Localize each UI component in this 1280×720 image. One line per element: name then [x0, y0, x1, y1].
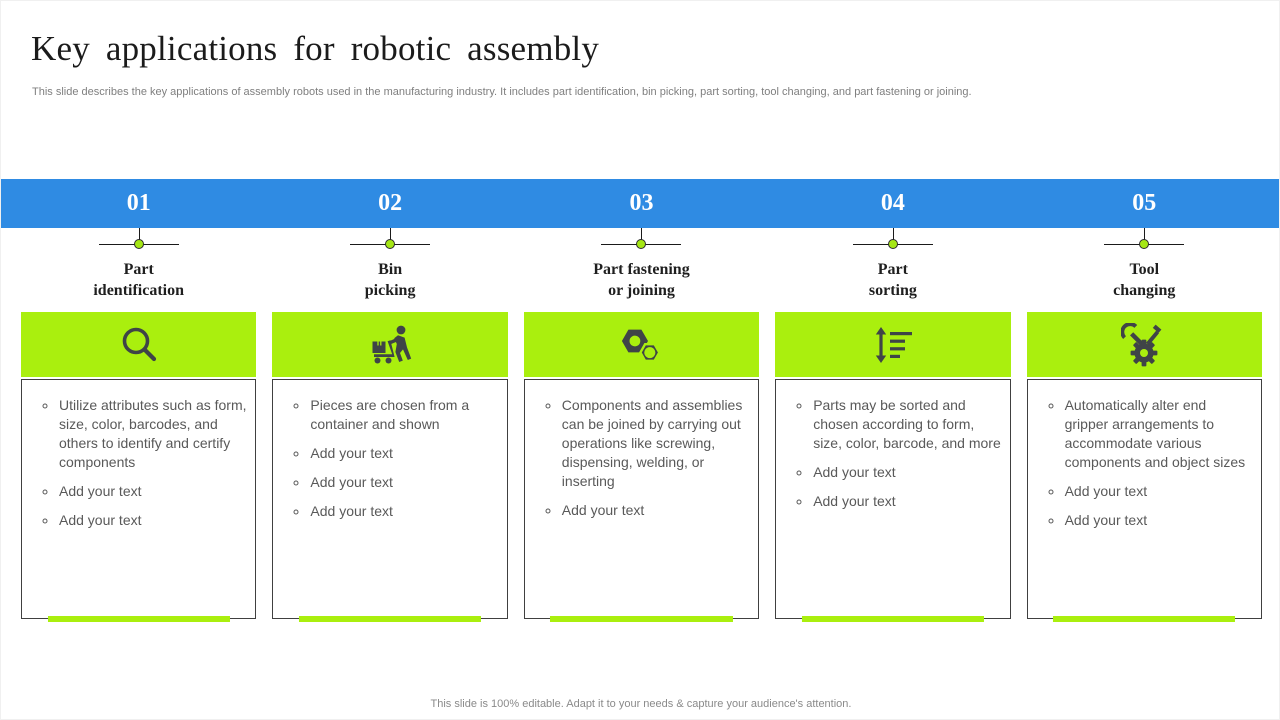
- step-label-line: Part: [877, 261, 908, 278]
- icon-box: [775, 312, 1010, 377]
- column-part-fastening: [524, 179, 759, 619]
- step-label-line: Part fastening: [593, 261, 690, 278]
- bullet-list: [22, 396, 247, 530]
- icon-box: [272, 312, 507, 377]
- bullet-list: [525, 396, 750, 520]
- bullet: ◦ Parts may be sorted and chosen according to form, size, color, barcode, and more: [812, 396, 1001, 453]
- card-underline: [299, 616, 481, 622]
- bullet: ◦ Add your text: [1064, 482, 1253, 501]
- icon-box: [21, 312, 256, 377]
- bullet: ◦ Add your text: [58, 511, 247, 530]
- icon-box: [524, 312, 759, 377]
- bullet: ◦ Add your text: [309, 444, 498, 463]
- text-card: [21, 379, 256, 619]
- connector-dot: [385, 239, 395, 249]
- connector-dot: [134, 239, 144, 249]
- connector: [524, 228, 759, 252]
- step-label-line: picking: [364, 282, 416, 299]
- bullet: ◦ Add your text: [58, 482, 247, 501]
- bullet: ◦ Add your text: [1064, 511, 1253, 530]
- bullet: ◦ Utilize attributes such as form, size, color, barcodes, and others to identify and certify components: [58, 396, 247, 472]
- step-label-line: Part: [123, 261, 154, 278]
- column-part-sorting: [775, 179, 1010, 619]
- connector-dot: [636, 239, 646, 249]
- step-label-line: changing: [1113, 282, 1176, 299]
- step-label-line: Bin: [378, 261, 403, 278]
- footer-note: This slide is 100% editable. Adapt it to your needs & capture your audience's attention.: [430, 698, 852, 710]
- connector: [775, 228, 1010, 252]
- bullet: ◦ Pieces are chosen from a container and shown: [309, 396, 498, 434]
- card-underline: [1053, 616, 1235, 622]
- search-icon: [118, 324, 160, 366]
- step-label: [21, 259, 256, 305]
- step-label: [1027, 259, 1262, 305]
- bullet: ◦ Automatically alter end gripper arrangements to accommodate various components and object sizes: [1064, 396, 1253, 472]
- card-underline: [48, 616, 230, 622]
- connector: [272, 228, 507, 252]
- bullet: ◦ Add your text: [561, 501, 750, 520]
- worker-cart-icon: [366, 324, 414, 366]
- icon-box: [1027, 312, 1262, 377]
- step-label-line: or joining: [608, 282, 675, 299]
- step-number: 04: [880, 190, 905, 216]
- text-card: [272, 379, 507, 619]
- page-title: Key applications for robotic assembly: [31, 29, 600, 68]
- bullet: ◦ Components and assemblies can be joined by carrying out operations like screwing, dispensing, welding, or inserting: [561, 396, 750, 491]
- connector: [1027, 228, 1262, 252]
- column-part-identification: [21, 179, 256, 619]
- bullet: ◦ Add your text: [309, 502, 498, 521]
- card-underline: [802, 616, 984, 622]
- step-label-line: Tool: [1129, 261, 1160, 278]
- card-underline: [550, 616, 732, 622]
- step-label-line: sorting: [868, 282, 917, 299]
- step-number: 03: [629, 190, 654, 216]
- connector-dot: [1139, 239, 1149, 249]
- step-label: [272, 259, 507, 305]
- bullet: ◦ Add your text: [812, 492, 1001, 511]
- step-label-line: identification: [93, 282, 185, 299]
- connector: [21, 228, 256, 252]
- text-card: [775, 379, 1010, 619]
- columns-grid: [21, 179, 1262, 619]
- bullet-list: [273, 396, 498, 521]
- sort-lines-icon: [873, 327, 913, 363]
- text-card: [1027, 379, 1262, 619]
- gear-tools-icon: [1121, 323, 1167, 367]
- hex-nuts-icon: [618, 326, 664, 364]
- bullet-list: [1028, 396, 1253, 530]
- step-number: 01: [126, 190, 151, 216]
- text-card: [524, 379, 759, 619]
- bullet: ◦ Add your text: [812, 463, 1001, 482]
- step-label: [524, 259, 759, 305]
- step-label: [775, 259, 1010, 305]
- page-subtitle: This slide describes the key applications of assembly robots used in the manufacturing industry. It includes part identification, bin picking, part sorting, tool changing, and part fastening or joining.: [32, 86, 972, 98]
- connector-dot: [888, 239, 898, 249]
- bullet-list: [776, 396, 1001, 511]
- step-number: 05: [1132, 190, 1157, 216]
- step-number: 02: [378, 190, 403, 216]
- column-bin-picking: [272, 179, 507, 619]
- column-tool-changing: [1027, 179, 1262, 619]
- bullet: ◦ Add your text: [309, 473, 498, 492]
